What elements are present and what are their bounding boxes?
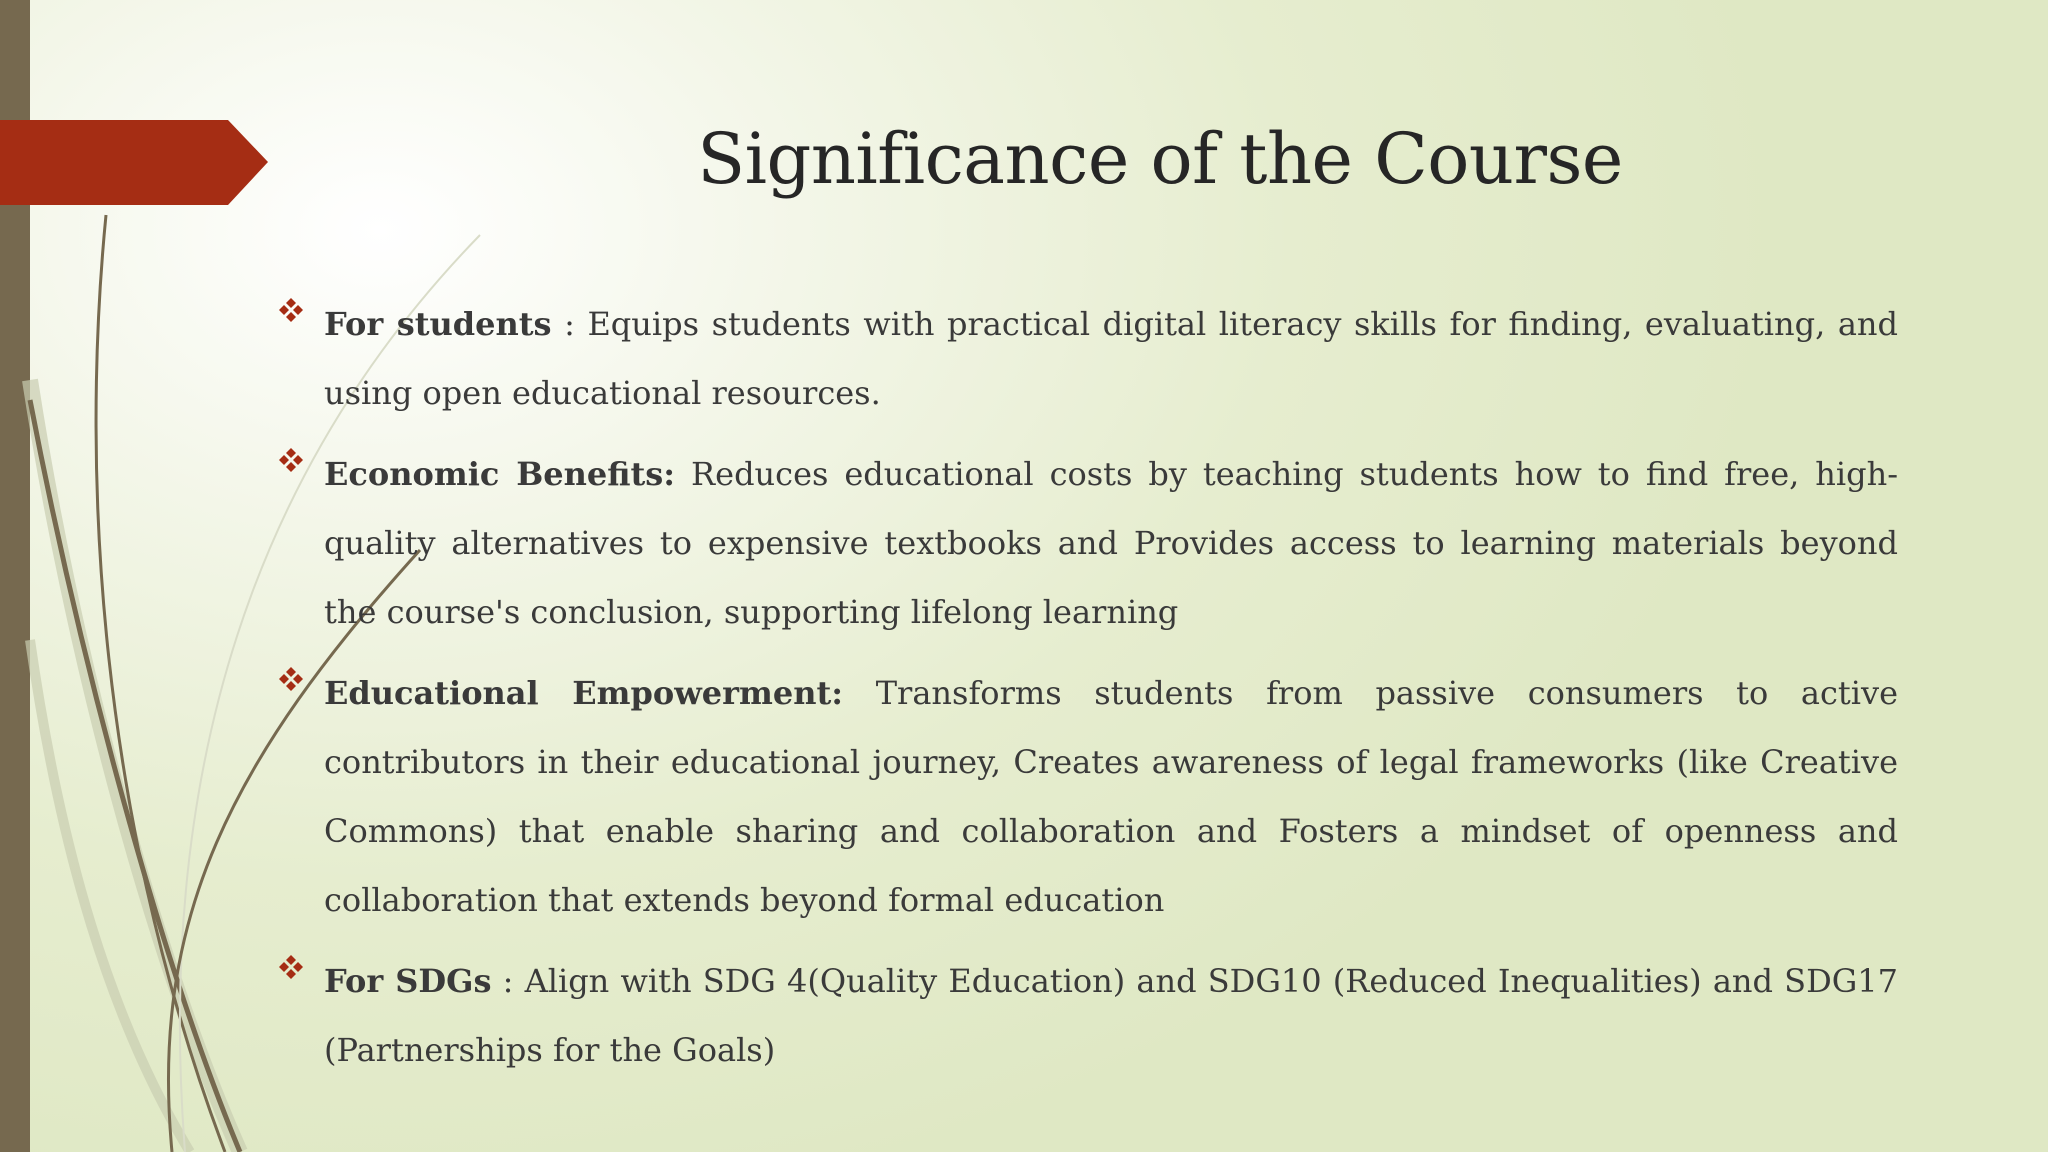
four-diamond-bullet-icon: [276, 296, 306, 326]
bullet-lead: For SDGs: [324, 962, 492, 1000]
bullet-item-sdgs: [278, 947, 1898, 1085]
title-accent-tab: [0, 120, 268, 205]
bullet-text: : Equips students with practical digital literacy skills for finding, evaluating, and using open educational resources.: [324, 305, 1899, 412]
bullet-text: Reduces educational costs by teaching students how to find free, high-quality alternatives to expensive textbooks and Provides access to learning materials beyond the course's conclusion, supporting lifelong learning: [324, 455, 1899, 631]
bullet-item-economic-benefits: [278, 440, 1898, 647]
bullet-lead: Educational Empowerment:: [324, 674, 844, 712]
bullet-item-students: [278, 290, 1898, 428]
four-diamond-bullet-icon: [276, 665, 306, 695]
four-diamond-bullet-icon: [276, 953, 306, 983]
bullet-text: : Align with SDG 4(Quality Education) and SDG10 (Reduced Inequalities) and SDG17 (Partnerships for the Goals): [324, 962, 1899, 1069]
bullet-text: Transforms students from passive consumers to active contributors in their educational journey, Creates awareness of legal frameworks (like Creative Commons) that enable sharing and collaboration and Fosters a mindset of openness and collaboration that extends beyond formal education: [324, 674, 1899, 919]
four-diamond-bullet-icon: [276, 446, 306, 476]
bullet-list: [278, 290, 1898, 1097]
bullet-lead: Economic Benefits:: [324, 455, 676, 493]
slide-title: Significance of the Course: [697, 118, 1623, 200]
bullet-item-educational-empowerment: [278, 659, 1898, 935]
bullet-lead: For students: [324, 305, 552, 343]
